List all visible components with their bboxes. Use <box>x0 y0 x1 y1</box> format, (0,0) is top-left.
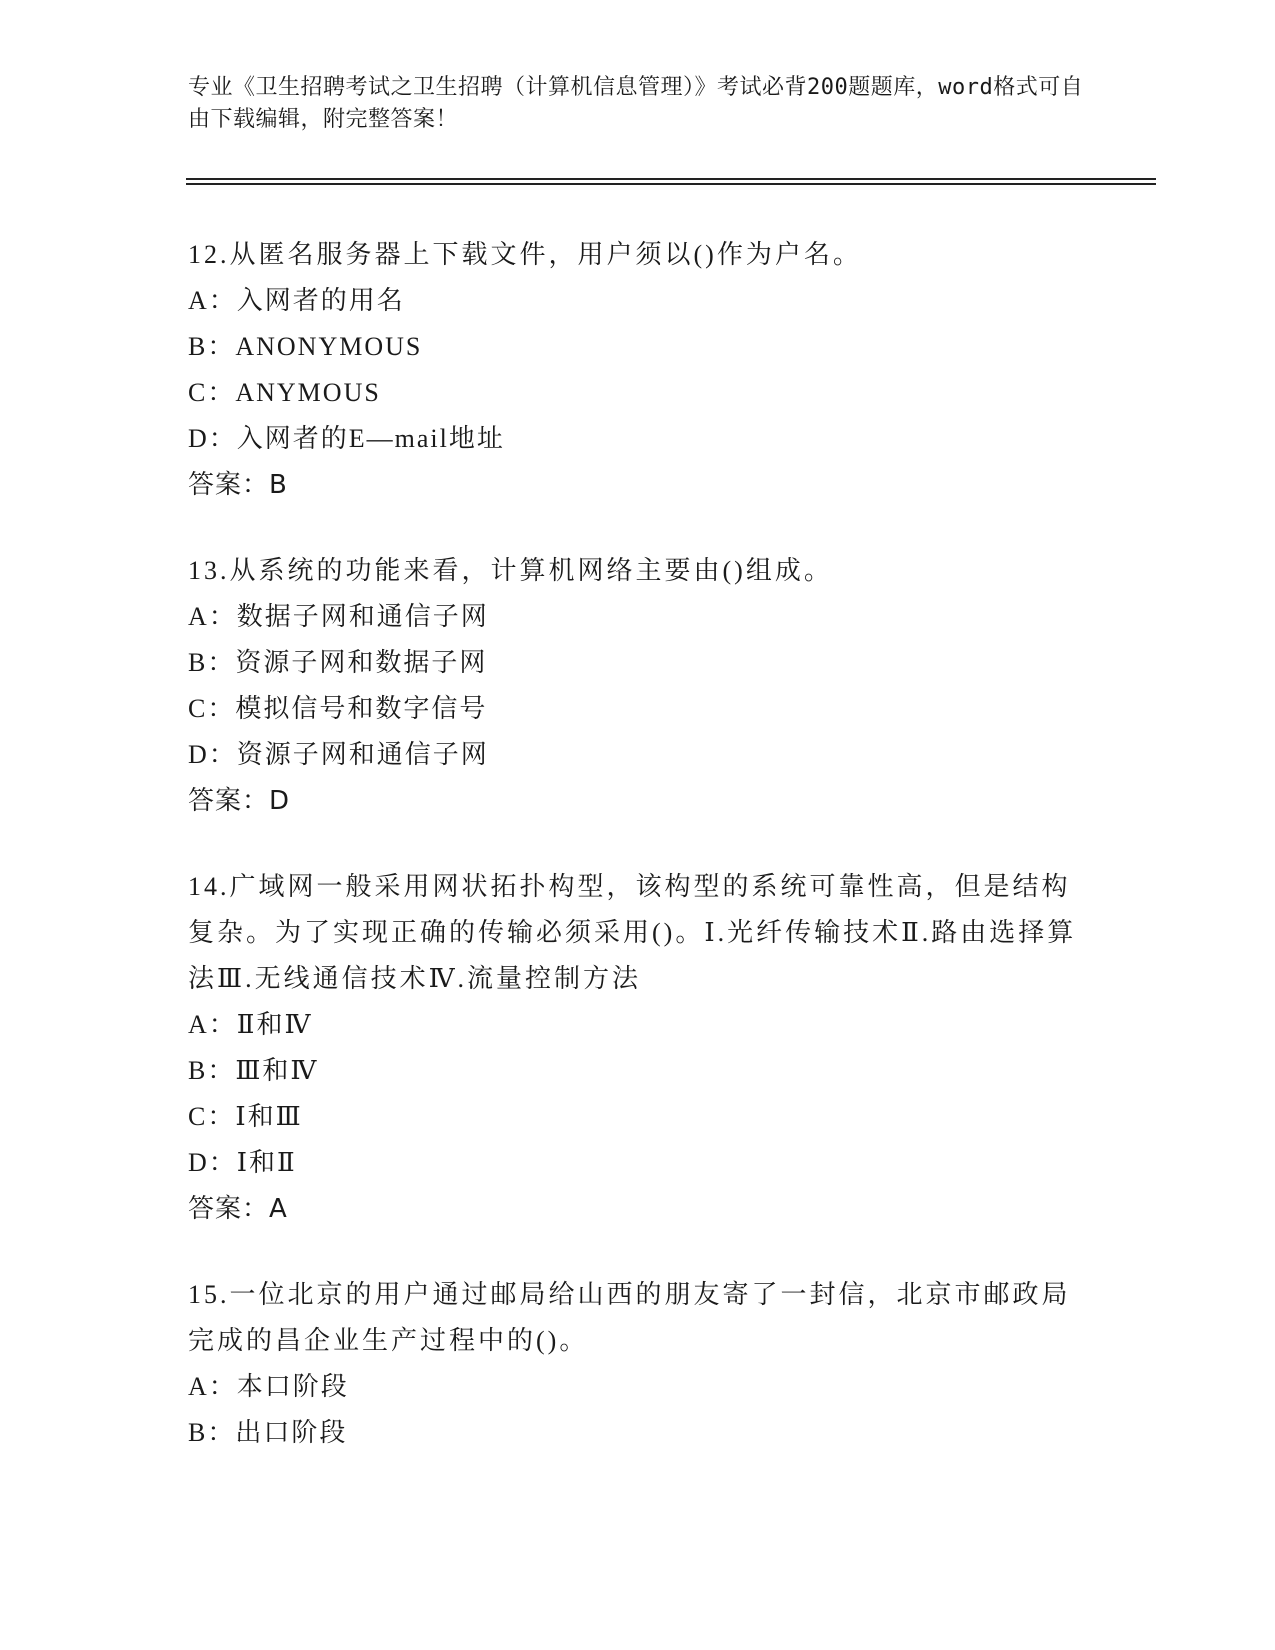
option-d: D：入网者的E—mail地址 <box>188 424 505 453</box>
header-title: 专业《卫生招聘考试之卫生招聘（计算机信息管理）》考试必背200题题库，word格式可自由下载编辑，附完整答案！ <box>188 75 1084 132</box>
header-divider-top <box>186 178 1156 180</box>
question-14 <box>188 864 1088 1232</box>
question-list <box>188 232 1088 1496</box>
answer-line: 答案：D <box>188 786 291 816</box>
option-a: A：本口阶段 <box>188 1372 349 1401</box>
option-c: C：Ⅰ和Ⅲ <box>188 1102 303 1131</box>
option-b: B：出口阶段 <box>188 1418 348 1447</box>
option-d: D：资源子网和通信子网 <box>188 740 489 769</box>
option-a: A：Ⅱ和Ⅳ <box>188 1010 313 1039</box>
question-stem: 15.一位北京的用户通过邮局给山西的朋友寄了一封信，北京市邮政局完成的昌企业生产过程中的()。 <box>188 1280 1071 1355</box>
option-b: B：资源子网和数据子网 <box>188 648 488 677</box>
option-b: B：ANONYMOUS <box>188 332 423 361</box>
question-stem: 12.从匿名服务器上下载文件，用户须以()作为户名。 <box>188 240 862 269</box>
document-header <box>188 72 1088 136</box>
option-c: C：ANYMOUS <box>188 378 381 407</box>
option-d: D：Ⅰ和Ⅱ <box>188 1148 297 1177</box>
question-15 <box>188 1272 1088 1456</box>
option-a: A：数据子网和通信子网 <box>188 602 489 631</box>
header-divider-bottom <box>186 183 1156 185</box>
question-13 <box>188 548 1088 824</box>
answer-line: 答案：A <box>188 1194 288 1224</box>
option-a: A：入网者的用名 <box>188 286 405 315</box>
answer-line: 答案：B <box>188 470 288 500</box>
option-c: C：模拟信号和数字信号 <box>188 694 488 723</box>
question-stem: 13.从系统的功能来看，计算机网络主要由()组成。 <box>188 556 833 585</box>
question-stem: 14.广域网一般采用网状拓扑构型，该构型的系统可靠性高，但是结构复杂。为了实现正确的传输必须采用()。Ⅰ.光纤传输技术Ⅱ.路由选择算法Ⅲ.无线通信技术Ⅳ.流量控制方法 <box>188 872 1077 993</box>
question-12 <box>188 232 1088 508</box>
option-b: B：Ⅲ和Ⅳ <box>188 1056 319 1085</box>
